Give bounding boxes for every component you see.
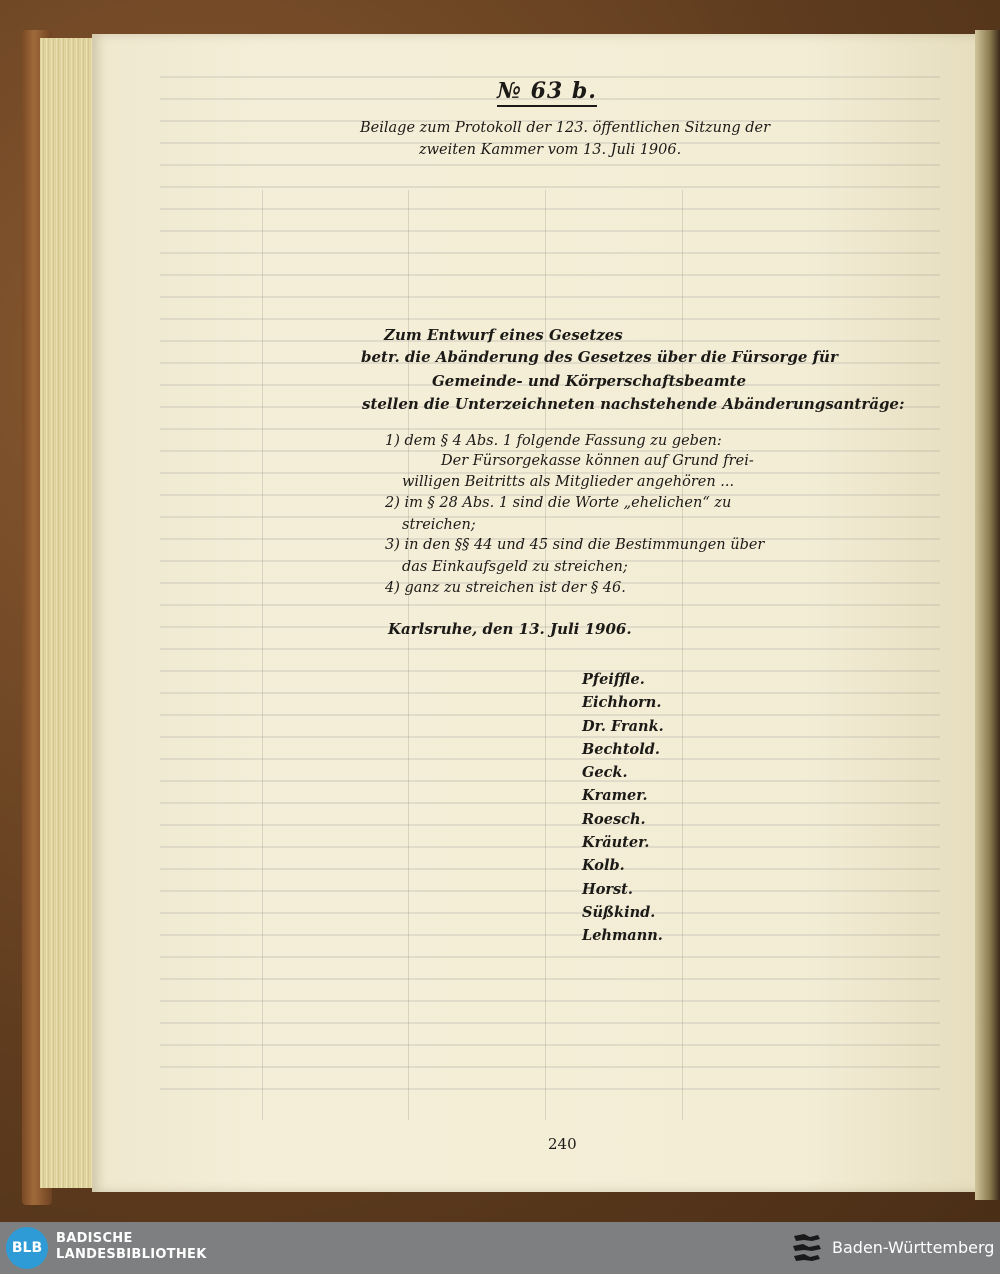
intro-line-1: Beilage zum Protokoll der 123. öffentlichen Sitzung der <box>360 120 771 136</box>
signer: Pfeiffle. <box>582 671 645 688</box>
place-date: Karlsruhe, den 13. Juli 1906. <box>388 620 632 638</box>
title-line-3: Gemeinde- und Körperschaftsbeamte <box>432 372 747 390</box>
amendment-1-text-2: willigen Beitritts als Mitglieder angehören ... <box>402 474 735 490</box>
signer-list <box>582 668 664 948</box>
amendment-1: 1) dem § 4 Abs. 1 folgende Fassung zu geben: <box>385 433 722 449</box>
signer: Süßkind. <box>582 903 656 921</box>
page-number: 240 <box>548 1135 577 1153</box>
signer: Kramer. <box>582 787 648 805</box>
amendment-1-text-1: Der Fürsorgekasse können auf Grund frei- <box>441 453 754 469</box>
title-line-1: Zum Entwurf eines Gesetzes <box>384 326 623 344</box>
signer: Kräuter. <box>582 834 650 852</box>
document-number: № 63 b. <box>497 78 597 107</box>
signer: Roesch. <box>582 810 646 828</box>
amendment-2-cont: streichen; <box>402 517 476 533</box>
signer: Geck. <box>582 764 628 782</box>
amendment-4: 4) ganz zu streichen ist der § 46. <box>385 580 626 596</box>
blb-logo[interactable]: BLB <box>6 1227 48 1269</box>
amendment-3: 3) in den §§ 44 und 45 sind die Bestimmungen über <box>385 537 765 553</box>
amendment-3-cont: das Einkaufsgeld zu streichen; <box>402 559 628 575</box>
library-name-line-1: BADISCHE <box>56 1231 133 1246</box>
library-name[interactable] <box>56 1231 207 1263</box>
state-name[interactable]: Baden-Württemberg <box>832 1238 995 1257</box>
library-name-line-2: LANDESBIBLIOTHEK <box>56 1247 207 1262</box>
title-line-2: betr. die Abänderung des Gesetzes über die Fürsorge für <box>361 348 838 366</box>
signer: Dr. Frank. <box>582 717 664 735</box>
signer: Bechtold. <box>582 740 660 758</box>
title-line-4: stellen die Unterzeichneten nachstehende Abänderungsanträge: <box>362 395 905 413</box>
intro-line-2: zweiten Kammer vom 13. Juli 1906. <box>419 142 682 158</box>
signer: Kolb. <box>582 857 625 875</box>
signer: Lehmann. <box>582 927 663 945</box>
signer: Eichhorn. <box>582 694 662 712</box>
lion-coat-of-arms-icon[interactable] <box>790 1230 824 1266</box>
amendment-2: 2) im § 28 Abs. 1 sind die Worte „ehelichen“ zu <box>385 495 732 511</box>
signer: Horst. <box>582 880 633 898</box>
footer-bar <box>0 1222 1000 1274</box>
